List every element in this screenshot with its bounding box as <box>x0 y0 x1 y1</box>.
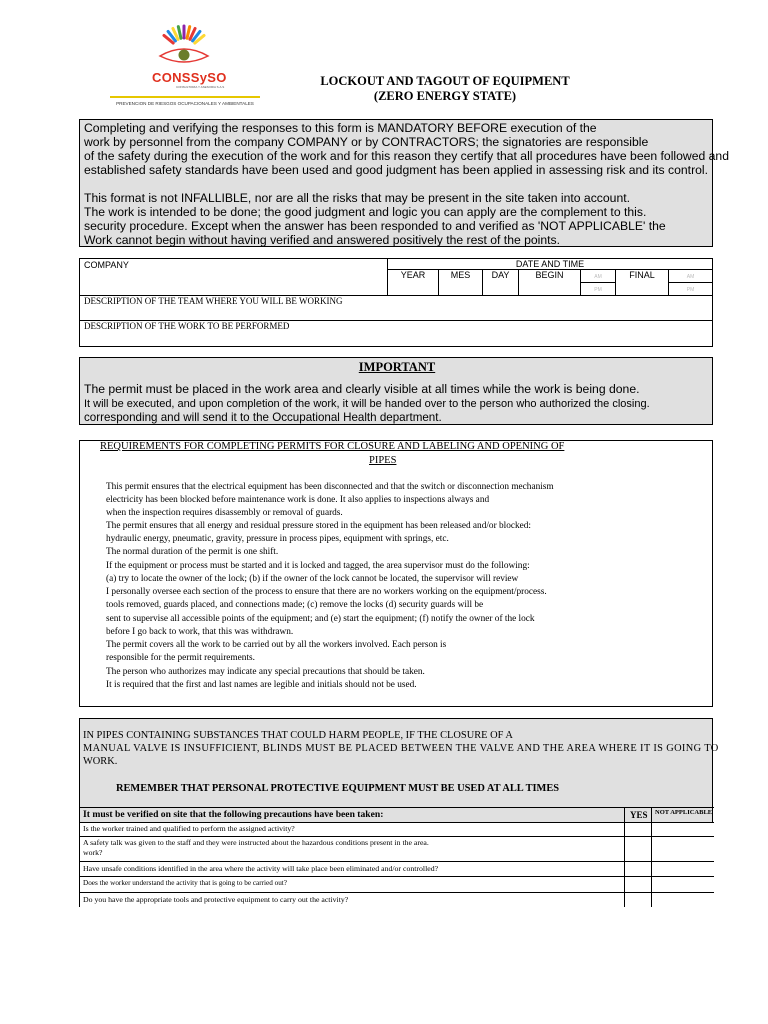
important-heading: IMPORTANT <box>358 360 436 374</box>
important-line: The permit must be placed in the work area and clearly visible at all times while the work is being done. <box>84 382 640 396</box>
date-time-header: DATE AND TIME <box>387 258 713 270</box>
checklist-question: Does the worker understand the activity that is going to be carried out? <box>83 879 287 887</box>
intro-line: Completing and verifying the responses to this form is MANDATORY BEFORE execution of the <box>84 121 597 135</box>
team-description-label: DESCRIPTION OF THE TEAM WHERE YOU WILL BE WORKING <box>84 296 343 306</box>
not-applicable-checkbox[interactable] <box>651 876 713 892</box>
requirement-line: responsible for the permit requirements. <box>106 653 255 663</box>
yes-checkbox[interactable] <box>624 836 651 861</box>
logo-eye-icon <box>108 22 260 72</box>
pipes-warning-section <box>79 718 719 907</box>
requirement-line: This permit ensures that the electrical equipment has been disconnected and that the switch or disconnection mechanism <box>106 482 554 492</box>
requirement-line: If the equipment or process must be started and it is locked and tagged, the area supervisor must do the following: <box>106 561 530 571</box>
requirements-heading-cont: PIPES <box>369 455 397 466</box>
requirement-line: sent to supervise all accessible points of the equipment; and (e) start the equipment; (f) notify the owner of the lock <box>106 614 535 624</box>
not-applicable-checkbox[interactable] <box>651 822 713 836</box>
requirement-line: hydraulic energy, pneumatic, gravity, pressure in process pipes, equipment with springs, etc. <box>106 534 449 544</box>
requirement-line: The permit covers all the work to be carried out by all the workers involved. Each person is <box>106 640 447 650</box>
yes-checkbox[interactable] <box>624 822 651 836</box>
checklist-question: Have unsafe conditions identified in the area where the activity will take place been eliminated and/or controlled? <box>83 864 439 873</box>
document-title: LOCKOUT AND TAGOUT OF EQUIPMENT <box>320 74 570 88</box>
intro-line: Work cannot begin without having verified and answered positively the rest of the points. <box>84 233 561 247</box>
intro-line: The work is intended to be done; the good judgment and logic you can apply are the complement to this. <box>84 205 647 219</box>
pipes-warning-line: MANUAL VALVE IS INSUFFICIENT, BLINDS MUST BE PLACED BETWEEN THE VALVE AND THE AREA WHERE IT IS GOING TO <box>83 743 719 754</box>
team-description-field[interactable] <box>79 295 713 321</box>
pipes-warning-line: IN PIPES CONTAINING SUBSTANCES THAT COULD HARM PEOPLE, IF THE CLOSURE OF A <box>83 730 513 741</box>
logo-brand: CONSSySO <box>152 70 227 85</box>
requirement-line: (a) try to locate the owner of the lock; (b) if the owner of the lock cannot be located, the supervisor will review <box>106 574 519 584</box>
work-info-table <box>79 258 713 347</box>
intro-line: This format is not INFALLIBLE, nor are all the risks that may be present in the site taken into account. <box>84 191 630 205</box>
intro-line: security procedure. Except when the answer has been responded to and verified as 'NOT APPLICABLE' the <box>84 219 666 233</box>
checklist-question-cont: work? <box>83 848 103 857</box>
requirements-section <box>79 440 713 707</box>
not-applicable-checkbox[interactable] <box>651 892 713 907</box>
checklist-row <box>80 876 714 892</box>
begin-am-option[interactable]: AM <box>580 269 616 283</box>
intro-line: established safety standards have been used and good judgment has been applied in assessing risk and its control. <box>84 163 709 177</box>
requirement-line: electricity has been blocked before maintenance work is done. It also applies to inspections always and <box>106 495 490 505</box>
day-field[interactable]: DAY <box>482 269 519 296</box>
checklist-row <box>80 892 714 907</box>
logo-tagline: CONSULTORIA Y ASESORIA S.A.S <box>176 85 225 89</box>
requirement-line: The normal duration of the permit is one shift. <box>106 547 279 557</box>
company-logo <box>108 22 260 114</box>
begin-time-field[interactable]: BEGIN <box>518 269 581 296</box>
requirement-line: The person who authorizes may indicate any special precautions that should be taken. <box>106 667 425 677</box>
work-description-field[interactable] <box>79 320 713 347</box>
important-notice <box>79 357 713 425</box>
logo-subtitle: PREVENCION DE RIESGOS OCUPACIONALES Y AMBIENTALES <box>116 101 254 106</box>
begin-pm-option[interactable]: PM <box>580 282 616 296</box>
year-field[interactable]: YEAR <box>387 269 439 296</box>
intro-notice <box>79 119 729 247</box>
final-am-option[interactable]: AM <box>668 269 713 283</box>
requirement-line: before I go back to work, that this was withdrawn. <box>106 627 294 637</box>
requirement-line: I personally oversee each section of the process to ensure that there are no workers working on the equipment/process. <box>106 587 547 597</box>
yes-checkbox[interactable] <box>624 861 651 876</box>
important-line: corresponding and will send it to the Occupational Health department. <box>84 411 442 424</box>
checklist-question: Do you have the appropriate tools and protective equipment to carry out the activity? <box>83 895 349 904</box>
checklist-row <box>80 836 714 861</box>
ppe-reminder: REMEMBER THAT PERSONAL PROTECTIVE EQUIPMENT MUST BE USED AT ALL TIMES <box>116 783 560 794</box>
requirement-line: when the inspection requires disassembly or removal of guards. <box>106 508 343 518</box>
checklist-row <box>80 861 714 876</box>
checklist-row <box>80 822 714 836</box>
checklist-header: It must be verified on site that the following precautions have been taken: <box>83 809 384 820</box>
company-label: COMPANY <box>84 260 129 270</box>
checklist-question: Is the worker trained and qualified to perform the assigned activity? <box>83 824 295 833</box>
month-field[interactable]: MES <box>438 269 483 296</box>
company-field[interactable] <box>79 258 388 296</box>
requirement-line: The permit ensures that all energy and residual pressure stored in the equipment has been released and/or blocked: <box>106 521 532 531</box>
requirement-line: tools removed, guards placed, and connections made; (c) remove the locks (d) security guards will be <box>106 600 484 610</box>
intro-line <box>84 177 708 191</box>
important-line: It will be executed, and upon completion of the work, it will be handed over to the person who authorized the closing. <box>84 398 650 410</box>
column-divider <box>624 807 625 907</box>
column-divider <box>651 807 652 907</box>
not-applicable-checkbox[interactable] <box>651 861 713 876</box>
intro-line: work by personnel from the company COMPANY or by CONTRACTORS; the signatories are responsible <box>84 135 649 149</box>
yes-checkbox[interactable] <box>624 876 651 892</box>
final-pm-option[interactable]: PM <box>668 282 713 296</box>
yes-checkbox[interactable] <box>624 892 651 907</box>
logo-divider <box>110 96 260 98</box>
requirements-heading: REQUIREMENTS FOR COMPLETING PERMITS FOR CLOSURE AND LABELING AND OPENING OF <box>100 441 565 452</box>
intro-line: of the safety during the execution of the work and for this reason they certify that all procedures have been followed and <box>84 149 729 163</box>
document-subtitle: (ZERO ENERGY STATE) <box>373 89 517 103</box>
not-applicable-checkbox[interactable] <box>651 836 713 861</box>
final-time-field[interactable]: FINAL <box>615 269 669 296</box>
yes-column-header: YES <box>630 810 648 820</box>
work-description-label: DESCRIPTION OF THE WORK TO BE PERFORMED <box>84 321 290 331</box>
checklist-question: A safety talk was given to the staff and they were instructed about the hazardous conditions present in the area. <box>83 838 429 847</box>
not-applicable-column-header: NOT APPLICABLE <box>655 809 713 816</box>
pipes-warning-line: WORK. <box>83 756 118 767</box>
requirement-line: It is required that the first and last names are legible and initials should not be used. <box>106 680 417 690</box>
checklist-header-row <box>80 807 714 822</box>
